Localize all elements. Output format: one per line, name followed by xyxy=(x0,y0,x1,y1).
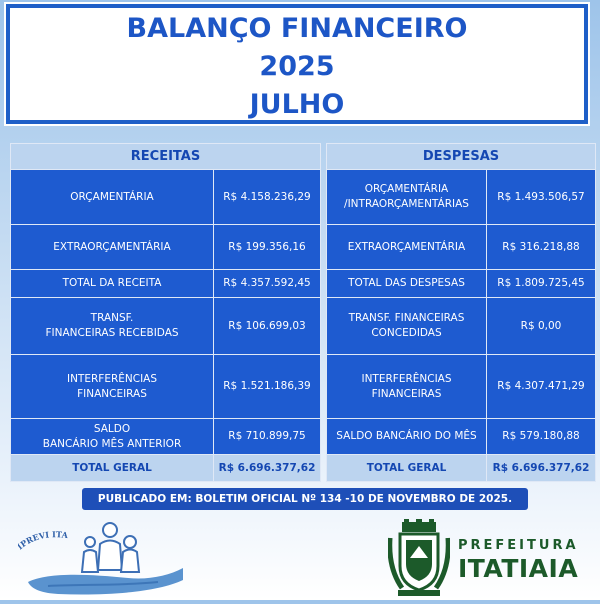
iprevi-text: PREVI ITA xyxy=(18,529,69,550)
prefeitura-logo xyxy=(388,518,588,600)
table-row xyxy=(11,270,596,298)
receita-value: R$ 4.357.592,45 xyxy=(214,270,321,298)
prefeitura-text: PREFEITURA xyxy=(458,538,579,553)
receita-total-label: TOTAL GERAL xyxy=(11,455,214,482)
month-title: JULHO xyxy=(249,89,345,120)
publication-banner: PUBLICADO EM: BOLETIM OFICIAL Nº 134 -10 DE NOVEMBRO DE 2025. xyxy=(82,488,528,510)
despesas-header: DESPESAS xyxy=(327,144,596,170)
despesa-value: R$ 316.218,88 xyxy=(487,225,596,270)
despesa-label: TRANSF. FINANCEIRAS CONCEDIDAS xyxy=(327,298,487,355)
receitas-header: RECEITAS xyxy=(11,144,321,170)
table-row xyxy=(11,419,596,455)
receita-value: R$ 710.899,75 xyxy=(214,419,321,455)
despesa-label: TOTAL DAS DESPESAS xyxy=(327,270,487,298)
table-header-row xyxy=(11,144,596,170)
receita-label: ORÇAMENTÁRIA xyxy=(11,170,214,225)
receita-label: TRANSF. FINANCEIRAS RECEBIDAS xyxy=(11,298,214,355)
despesa-label: INTERFERÊNCIAS FINANCEIRAS xyxy=(327,355,487,419)
receita-value: R$ 1.521.186,39 xyxy=(214,355,321,419)
financial-table xyxy=(10,143,596,482)
receita-value: R$ 199.356,16 xyxy=(214,225,321,270)
table-row xyxy=(11,355,596,419)
receita-total-value: R$ 6.696.377,62 xyxy=(214,455,321,482)
total-row xyxy=(11,455,596,482)
receita-label: SALDO BANCÁRIO MÊS ANTERIOR xyxy=(11,419,214,455)
despesa-value: R$ 579.180,88 xyxy=(487,419,596,455)
despesa-total-value: R$ 6.696.377,62 xyxy=(487,455,596,482)
coat-of-arms-icon xyxy=(388,518,450,598)
family-hand-icon xyxy=(18,520,188,600)
receita-value: R$ 106.699,03 xyxy=(214,298,321,355)
despesa-value: R$ 1.493.506,57 xyxy=(487,170,596,225)
despesa-value: R$ 0,00 xyxy=(487,298,596,355)
despesa-total-label: TOTAL GERAL xyxy=(327,455,487,482)
year-title: 2025 xyxy=(259,51,335,82)
itatiaia-text: ITATIAIA xyxy=(458,554,579,583)
despesa-value: R$ 1.809.725,45 xyxy=(487,270,596,298)
receita-value: R$ 4.158.236,29 xyxy=(214,170,321,225)
receita-label: EXTRAORÇAMENTÁRIA xyxy=(11,225,214,270)
despesa-label: EXTRAORÇAMENTÁRIA xyxy=(327,225,487,270)
despesa-label: ORÇAMENTÁRIA /INTRAORÇAMENTÁRIAS xyxy=(327,170,487,225)
title-box xyxy=(6,4,588,124)
svg-text:IPREVI ITATIAIA xyxy=(18,520,69,551)
receita-label: INTERFERÊNCIAS FINANCEIRAS xyxy=(11,355,214,419)
table-row xyxy=(11,170,596,225)
despesa-value: R$ 4.307.471,29 xyxy=(487,355,596,419)
table-row xyxy=(11,225,596,270)
despesa-label: SALDO BANCÁRIO DO MÊS xyxy=(327,419,487,455)
table-row xyxy=(11,298,596,355)
iprevi-logo xyxy=(18,520,188,600)
receita-label: TOTAL DA RECEITA xyxy=(11,270,214,298)
page-title: BALANÇO FINANCEIRO xyxy=(126,13,468,44)
